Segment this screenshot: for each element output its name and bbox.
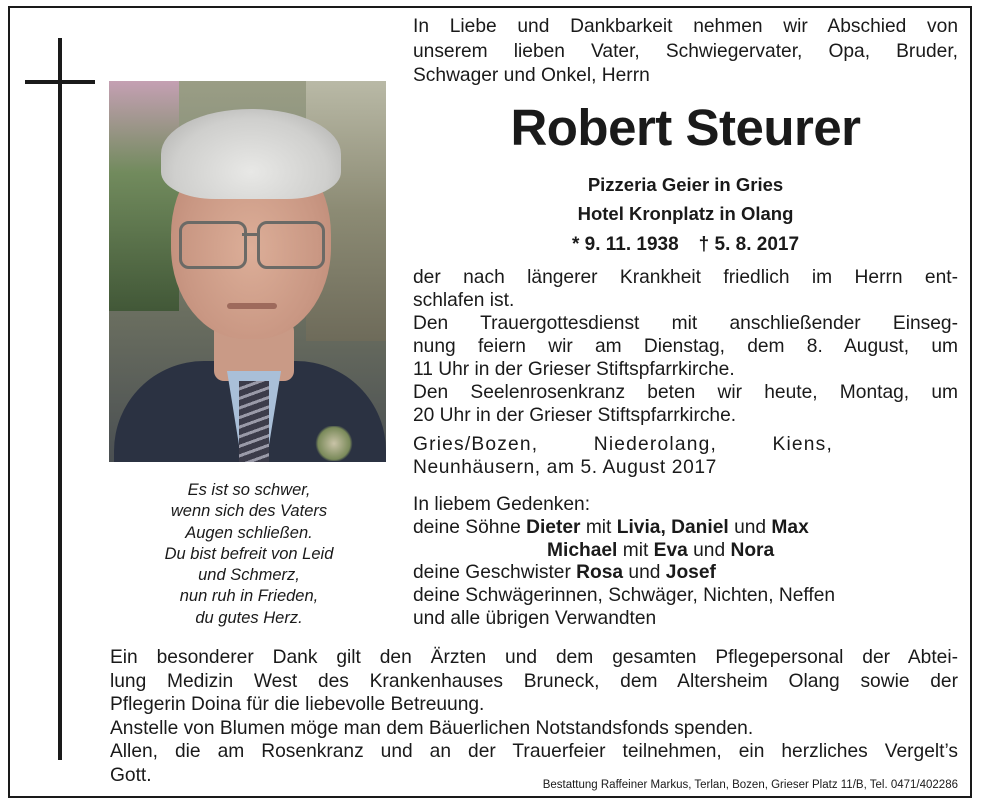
body-line: schlafen ist. (413, 290, 515, 311)
cross-icon-bar (25, 80, 95, 84)
deceased-name: Robert Steurer (510, 99, 861, 156)
relatives-line: und alle übrigen Verwandten (413, 607, 657, 629)
inlaws-line: deine Schwägerinnen, Schwäger, Nichten, Neffen (413, 585, 836, 607)
sons-line: deine Söhne Dieter mit Livia, Daniel und Max (413, 516, 809, 538)
business-item: Pizzeria Geier in Gries (587, 174, 784, 195)
quote-line: Augen schließen. (185, 523, 313, 542)
quote-line: du gutes Herz. (195, 608, 303, 627)
quote-line: nun ruh in Frieden, (179, 587, 319, 606)
intro-line: Schwager und Onkel, Herrn (413, 65, 650, 86)
intro-line: unserem lieben Vater, Schwiegervater, Opa, Bruder, (413, 40, 958, 62)
birth-date: * 9. 11. 1938 (571, 234, 679, 255)
intro-text (413, 15, 958, 89)
quote-line: Du bist befreit von Leid (164, 544, 334, 563)
siblings-line: deine Geschwister Rosa und Josef (413, 562, 716, 584)
body-line: 20 Uhr in der Grieser Stiftspfarrkirche. (413, 405, 737, 426)
body-line: 11 Uhr in der Grieser Stiftspfarrkirche. (413, 359, 735, 380)
quote-line: Es ist so schwer, (187, 481, 311, 499)
mourners-list (413, 494, 958, 631)
grandchild-name: Nora (730, 539, 775, 561)
thanks-line: lung Medizin West des Krankenhauses Bruneck, dem Altersheim Olang sowie der (110, 670, 958, 692)
donation-line: Anstelle von Blumen möge man dem Bäuerlichen Notstandsfonds spenden. (110, 717, 754, 739)
mourners-heading: In liebem Gedenken: (413, 494, 591, 515)
sibling-name: Josef (665, 562, 716, 584)
date-line: Neunhäusern, am 5. August 2017 (413, 457, 717, 478)
intro-line: In Liebe und Dankbarkeit nehmen wir Abschied von (413, 16, 958, 37)
thanks-line: Ein besonderer Dank gilt den Ärzten und dem gesamten Pflegepersonal der Abtei- (110, 647, 958, 668)
life-dates (413, 233, 958, 257)
business-list (413, 170, 958, 228)
sons-line-2: Michael mit Eva und Nora (547, 539, 775, 561)
sibling-name: Rosa (576, 562, 624, 584)
son-name: Daniel (671, 516, 729, 538)
spouse-name: Livia (616, 516, 661, 538)
closing-line: Gott. (110, 764, 152, 786)
son-name: Dieter (526, 516, 581, 538)
spouse-name: Eva (653, 539, 688, 561)
service-info (413, 266, 958, 427)
death-date: † 5. 8. 2017 (698, 234, 800, 255)
closing-line: Allen, die am Rosenkranz und an der Trauerfeier teilnehmen, ein herzliches Vergelt’s (110, 741, 958, 763)
thanks-line: Pflegerin Doina für die liebevolle Betreuung. (110, 694, 485, 716)
son-name: Max (771, 516, 809, 538)
undertaker-info: Bestattung Raffeiner Markus, Terlan, Bozen, Grieser Platz 11/B, Tel. 0471/402286 (542, 779, 958, 791)
business-item: Hotel Kronplatz in Olang (577, 203, 794, 224)
portrait-photo (109, 81, 386, 462)
quote-line: wenn sich des Vaters (170, 502, 328, 521)
body-line: der nach längerer Krankheit friedlich im Herrn ent- (413, 267, 958, 288)
body-line: nung feiern wir am Dienstag, dem 8. August, um (413, 336, 958, 357)
cross-icon (58, 38, 62, 760)
body-line: Den Trauergottesdienst mit anschließender Einseg- (413, 313, 958, 334)
body-line: Den Seelenrosenkranz beten wir heute, Montag, um (413, 382, 958, 403)
quote-line: und Schmerz, (198, 566, 300, 585)
memorial-quote (110, 480, 388, 629)
place-line: Gries/Bozen, Niederolang, Kiens, (413, 434, 833, 455)
place-date (413, 433, 958, 479)
son-name: Michael (547, 539, 618, 561)
thanks-section (110, 646, 958, 788)
